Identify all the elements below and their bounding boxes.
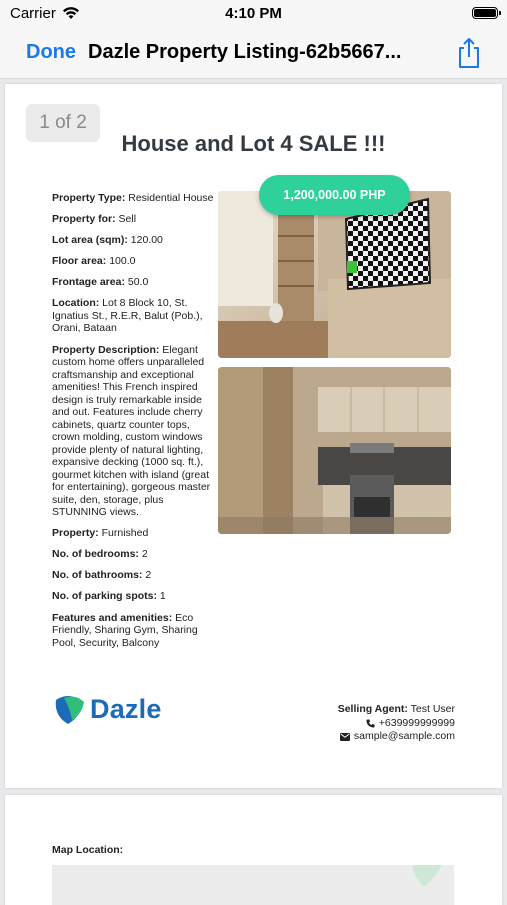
detail-description: Property Description: Elegant custom home offers unparalleled craftsmanship and exceptional amenities! This French inspired design is truly remarkable inside and out. Features include cherry cabinets, quartz counter tops, crown molding, custom windows provide plenty of natural lighting, expansive decking (1000 sq. ft.), gourmet kitchen with island (great for entertaining), gorgeous master suite, den, storage, plus STUNNING views. — [52, 343, 211, 519]
map-location-label: Map Location: — [52, 844, 124, 856]
brand-name: Dazle — [90, 694, 162, 724]
detail-features: Features and amenities: Eco Friendly, Sharing Gym, Sharing Pool, Security, Balcony — [52, 611, 198, 649]
detail-bedrooms: No. of bedrooms: 2 — [52, 548, 148, 561]
navigation-bar — [0, 28, 507, 79]
detail-lot-area: Lot area (sqm): 120.00 — [52, 234, 163, 247]
page-counter: 1 of 2 — [26, 104, 100, 142]
email-icon — [340, 733, 350, 741]
share-icon[interactable] — [454, 36, 484, 70]
status-bar — [0, 0, 507, 28]
detail-location: Location: Lot 8 Block 10, St. Ignatius St., R.E.R, Balut (Pob.), Orani, Bataan — [52, 297, 203, 335]
agent-email-row — [255, 730, 455, 744]
detail-property-for: Property for: Sell — [52, 213, 137, 226]
agent-phone[interactable]: +639999999999 — [378, 716, 455, 729]
phone-icon — [366, 719, 375, 728]
battery-icon — [472, 7, 498, 19]
agent-label: Selling Agent: — [337, 703, 408, 715]
agent-email[interactable]: sample@sample.com — [353, 730, 455, 742]
done-button[interactable]: Done — [26, 41, 76, 63]
agent-name: Test User — [410, 703, 455, 715]
detail-parking: No. of parking spots: 1 — [52, 590, 166, 603]
map-preview[interactable] — [52, 865, 454, 905]
agent-phone-row — [255, 717, 455, 731]
property-photo-kitchen — [218, 367, 451, 534]
dazle-logo-icon — [52, 694, 86, 726]
detail-property-type: Property Type: Residential House — [52, 192, 214, 204]
carrier-label: Carrier — [10, 5, 56, 22]
detail-furnishing: Property: Furnished — [52, 527, 149, 540]
detail-bathrooms: No. of bathrooms: 2 — [52, 569, 152, 582]
listing-title: House and Lot 4 SALE !!! — [121, 131, 386, 156]
detail-floor-area: Floor area: 100.0 — [52, 255, 136, 268]
agent-name-row — [255, 703, 455, 717]
price-badge: 1,200,000.00 PHP — [259, 175, 410, 215]
property-photo-living-room — [218, 191, 451, 358]
document-title: Dazle Property Listing-62b5667... — [88, 41, 402, 63]
detail-frontage-area: Frontage area: 50.0 — [52, 276, 149, 289]
selling-agent-info — [255, 703, 455, 744]
clock: 4:10 PM — [225, 5, 282, 22]
property-details — [52, 192, 218, 658]
